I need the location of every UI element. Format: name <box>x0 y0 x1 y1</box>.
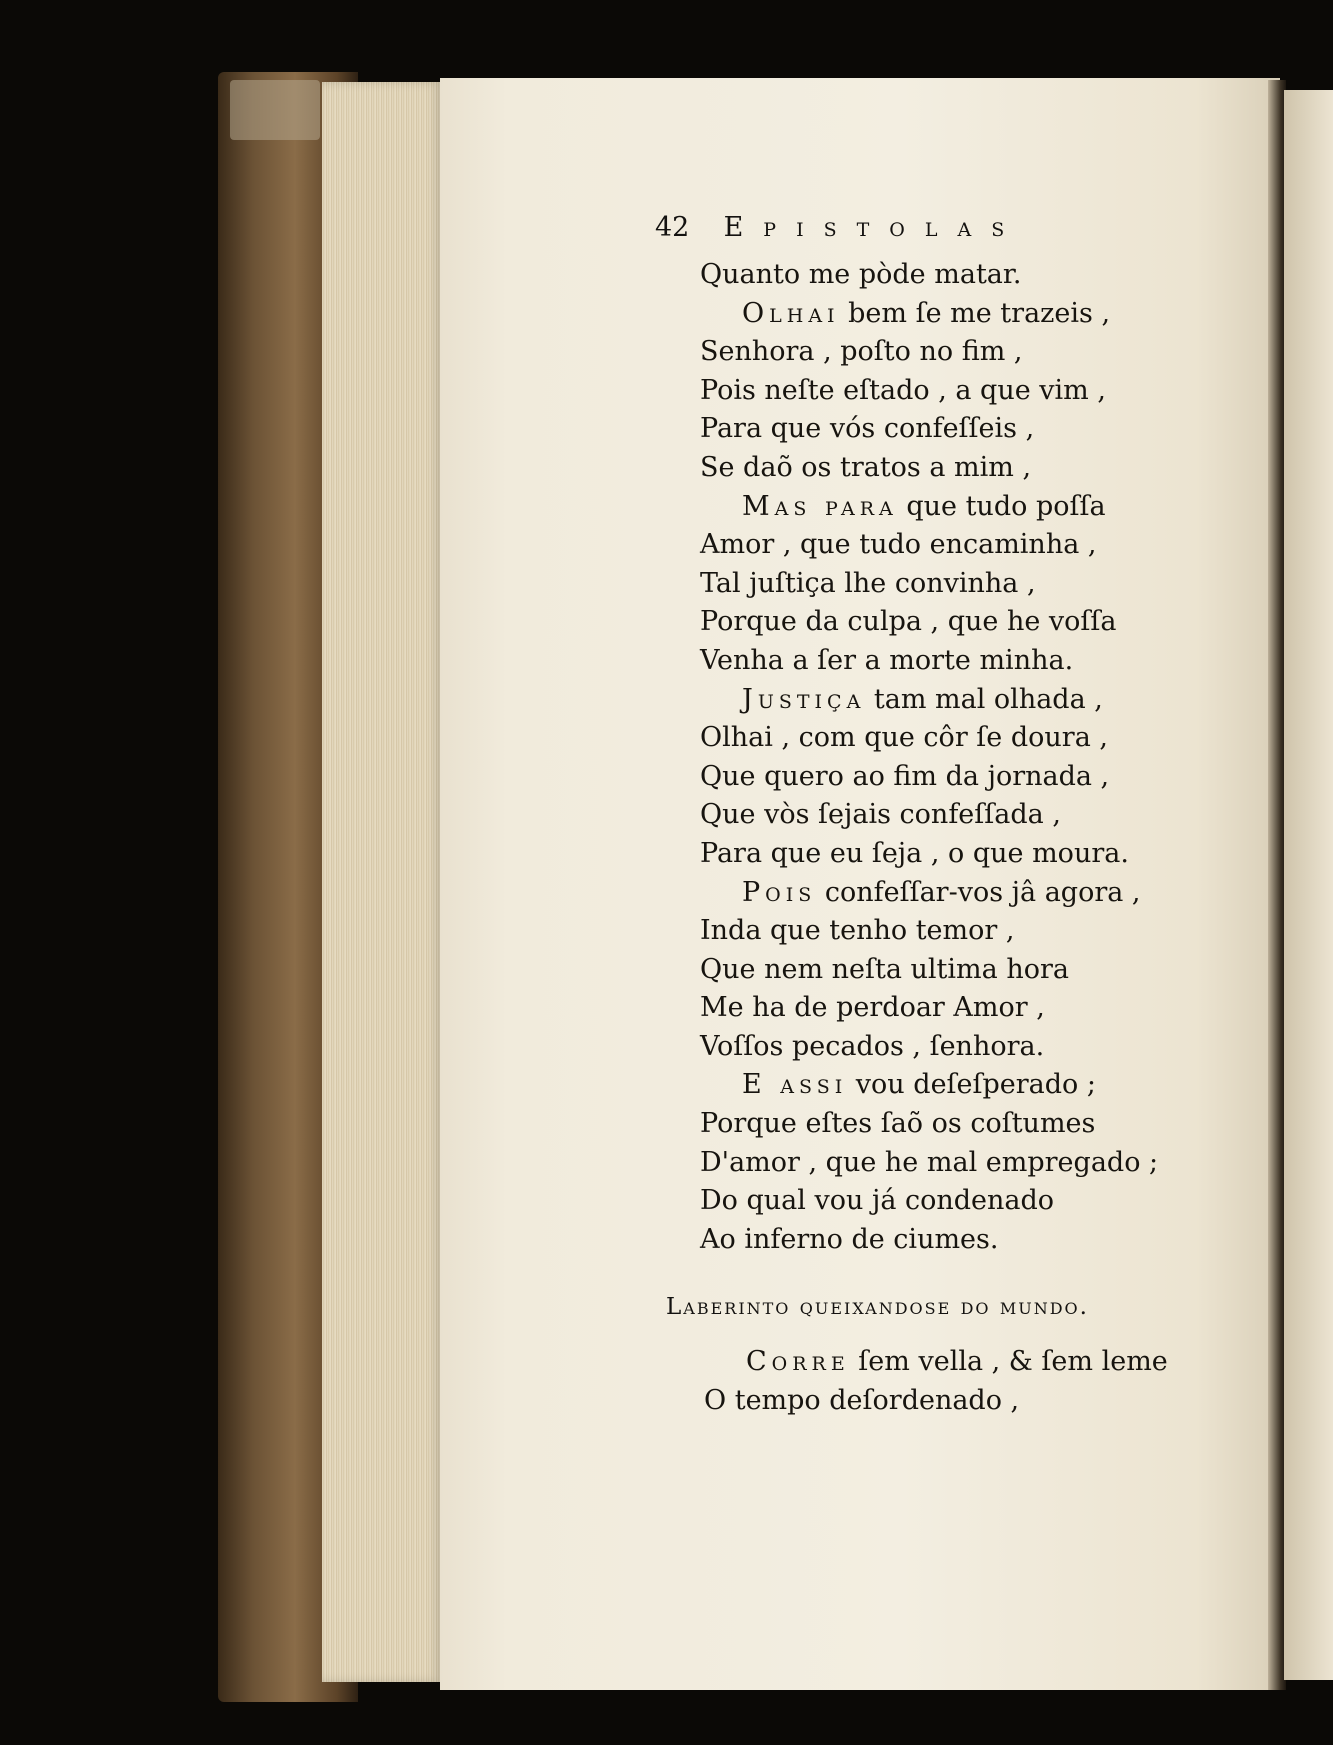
verse-block <box>700 256 1220 1259</box>
verse-text: Tal juſtiça lhe convinha , <box>700 567 1036 599</box>
verse-line <box>700 1182 1220 1221</box>
verse-line <box>700 1105 1220 1144</box>
verse-text: Me ha de perdoar Amor , <box>700 992 1045 1024</box>
stanza-opening-words: Mas para <box>742 490 898 522</box>
verse-text: Para que eu ſeja , o que moura. <box>700 837 1129 869</box>
verse-text: ſem vella , & ſem leme <box>849 1346 1168 1377</box>
verse-line <box>700 874 1220 913</box>
verse-text: Pois neſte eſtado , a que vim , <box>700 374 1106 406</box>
verse-line <box>700 1144 1220 1183</box>
verse-text: Porque da culpa , que he voſſa <box>700 606 1117 638</box>
verse-line <box>700 758 1220 797</box>
verse-text: D'amor , que he mal empregado ; <box>700 1146 1159 1178</box>
verse-line <box>700 989 1220 1028</box>
verse-text: Inda que tenho temor , <box>700 915 1015 947</box>
verse-line <box>700 719 1220 758</box>
verse-text: Ao inferno de ciumes. <box>700 1223 999 1255</box>
verse-text: Que quero ao fim da jornada , <box>700 760 1110 792</box>
stanza-opening-words: Corre <box>746 1346 850 1377</box>
verse-line <box>700 449 1220 488</box>
verse-text: Do qual vou já condenado <box>700 1185 1055 1217</box>
facing-page-edge <box>1284 90 1333 1680</box>
verse-line <box>700 372 1220 411</box>
verse-line <box>704 1381 1224 1420</box>
verse-text: que tudo poſſa <box>897 490 1106 522</box>
verse-text: Quanto me pòde matar. <box>700 259 1022 290</box>
verse-line <box>700 796 1220 835</box>
verse-text: Que vòs ſejais confeſſada , <box>700 799 1061 831</box>
page-number: 42 <box>655 212 690 243</box>
verse-line <box>700 526 1220 565</box>
page-block-edges <box>322 82 442 1682</box>
verse-text: Voſſos pecados , ſenhora. <box>700 1030 1045 1062</box>
verse-text: bem ſe me trazeis , <box>839 297 1111 329</box>
section-heading: Laberinto queixandose do mundo. <box>666 1294 1089 1320</box>
verse-line <box>700 912 1220 951</box>
running-title: Epistolas <box>723 212 1025 243</box>
verse-line <box>704 1342 1224 1381</box>
stanza-opening-words: Olhai <box>742 297 840 329</box>
verse-line <box>700 951 1220 990</box>
stanza-opening-words: Pois <box>742 876 817 908</box>
verse-line <box>700 295 1220 334</box>
stanza-opening-words: E assi <box>742 1069 848 1101</box>
verse-line <box>700 565 1220 604</box>
verse-line <box>700 681 1220 720</box>
verse-text: Porque eſtes ſaõ os coſtumes <box>700 1108 1096 1140</box>
verse-text: tam mal olhada , <box>865 683 1103 715</box>
verse-line <box>700 603 1220 642</box>
running-head <box>655 212 1024 243</box>
cover-corner-wear <box>230 80 320 140</box>
verse-line <box>700 256 1220 295</box>
verse-text: Que nem neſta ultima hora <box>700 953 1069 985</box>
verse-line <box>700 1221 1220 1260</box>
verse-text: Olhai , com que côr ſe doura , <box>700 722 1108 754</box>
verse-line <box>700 410 1220 449</box>
verse-line <box>700 642 1220 681</box>
verse-line <box>700 333 1220 372</box>
verse-text: Amor , que tudo encaminha , <box>700 529 1097 561</box>
verse-text: vou deſeſperado ; <box>847 1069 1096 1101</box>
verse-text: Senhora , poſto no fim , <box>700 336 1023 368</box>
verse-text: Venha a ſer a morte minha. <box>700 644 1074 676</box>
verse-text: O tempo deſordenado , <box>704 1384 1020 1416</box>
verse-text: Se daõ os tratos a mim , <box>700 451 1032 483</box>
verse-text: Para que vós confeſſeis , <box>700 413 1035 445</box>
verse-line <box>700 488 1220 527</box>
verse-line <box>700 1028 1220 1067</box>
verse-line <box>700 1066 1220 1105</box>
verse-text: confeſſar-vos jâ agora , <box>816 876 1141 908</box>
stanza-opening-words: Justiça <box>742 683 866 715</box>
section-verse-block <box>704 1342 1224 1419</box>
verse-line <box>700 835 1220 874</box>
